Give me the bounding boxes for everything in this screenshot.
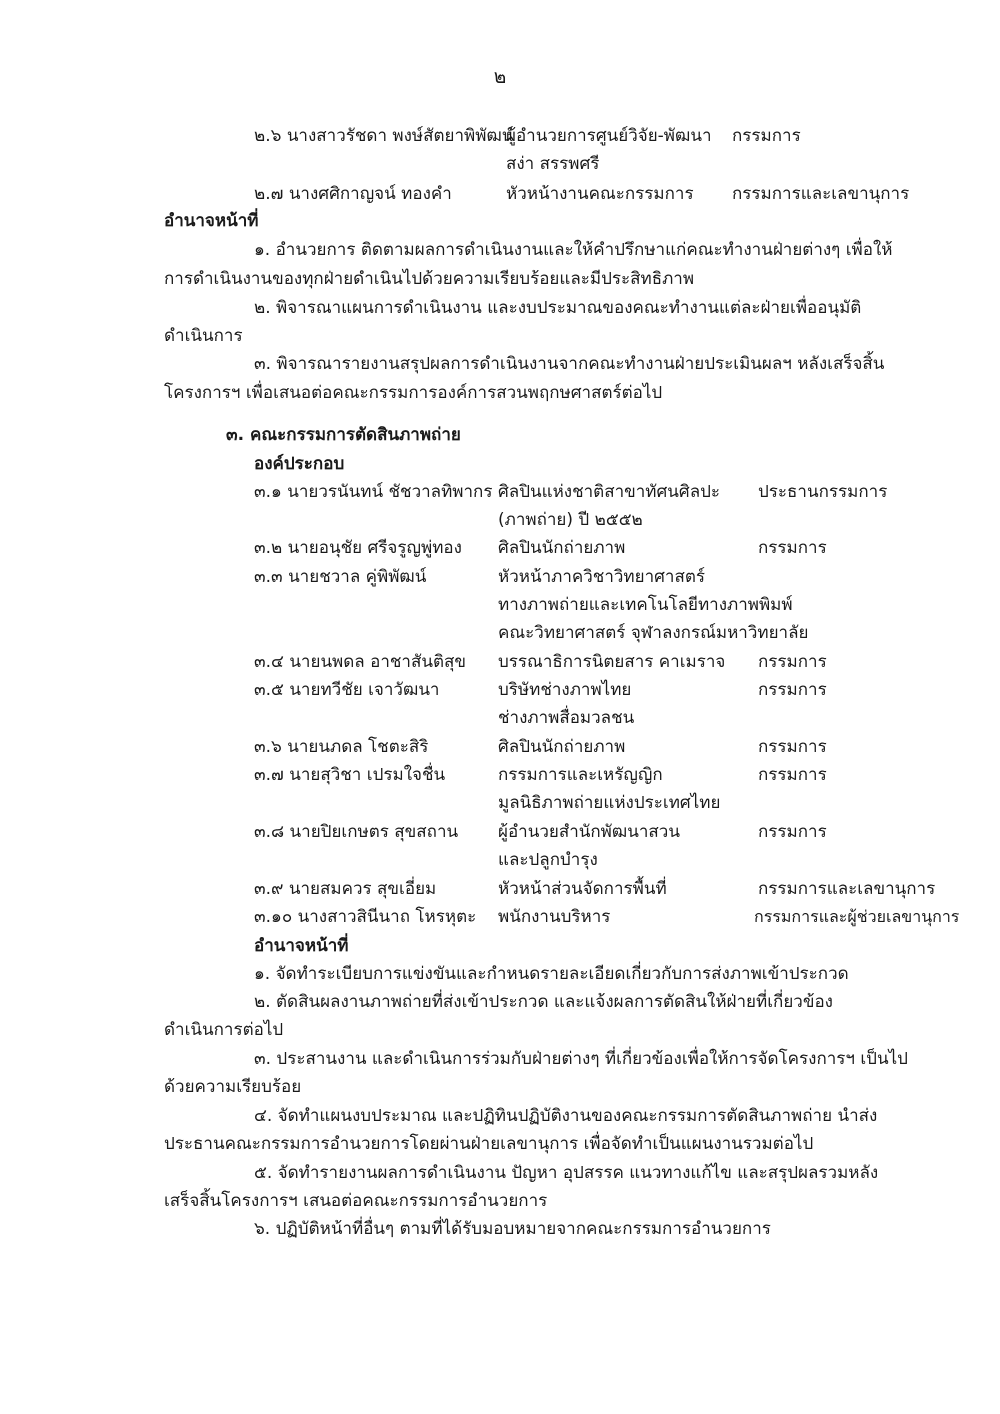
- member-no-name: ๓.๖ นายนภดล โชตะสิริ: [254, 737, 429, 757]
- member-position: ผู้อำนวยการศูนย์วิจัย-พัฒนา: [506, 126, 712, 146]
- duty-line: ๕. จัดทำรายงานผลการดำเนินงาน ปัญหา อุปสรรค แนวทางแก้ไข และสรุปผลรวมหลัง: [254, 1163, 879, 1183]
- member-position: ศิลปินนักถ่ายภาพ: [498, 737, 626, 757]
- member-role: กรรมการ: [758, 538, 827, 558]
- member-no-name: ๓.๓ นายชวาล คู่พิพัฒน์: [254, 567, 427, 587]
- member-role: กรรมการ: [758, 765, 827, 785]
- duty-line: ๒. ตัดสินผลงานภาพถ่ายที่ส่งเข้าประกวด และแจ้งผลการตัดสินให้ฝ่ายที่เกี่ยวข้อง: [254, 992, 833, 1012]
- member-no-name: ๓.๘ นายปิยเกษตร สุขสถาน: [254, 822, 459, 842]
- composition-heading: องค์ประกอบ: [254, 454, 345, 474]
- duty-line: ดำเนินการ: [164, 326, 243, 346]
- member-no-name: ๓.๕ นายทวีชัย เจาวัฒนา: [254, 680, 440, 700]
- section-title: ๓. คณะกรรมการตัดสินภาพถ่าย: [226, 425, 461, 445]
- member-role: กรรมการ: [758, 822, 827, 842]
- duty-line: ด้วยความเรียบร้อย: [164, 1077, 302, 1097]
- member-role: ประธานกรรมการ: [758, 482, 888, 502]
- section-heading: อำนาจหน้าที่: [164, 211, 259, 231]
- member-position: สง่า สรรพศรี: [506, 154, 600, 174]
- member-no-name: ๓.๑๐ นางสาวสินีนาถ โหรหุตะ: [254, 907, 477, 927]
- member-role: กรรมการและเลขานุการ: [758, 879, 936, 899]
- duty-line: ประธานคณะกรรมการอำนวยการโดยผ่านฝ่ายเลขานุการ เพื่อจัดทำเป็นแผนงานรวมต่อไป: [164, 1134, 814, 1154]
- member-position: บริษัทช่างภาพไทย: [498, 680, 632, 700]
- member-position: กรรมการและเหรัญญิก: [498, 765, 663, 785]
- member-no-name: ๓.๙ นายสมควร สุขเอี่ยม: [254, 879, 437, 899]
- duty-line: ๑. จัดทำระเบียบการแข่งขันและกำหนดรายละเอียดเกี่ยวกับการส่งภาพเข้าประกวด: [254, 964, 849, 984]
- duty-line: ๑. อำนวยการ ติดตามผลการดำเนินงานและให้คำปรึกษาแก่คณะทำงานฝ่ายต่างๆ เพื่อให้: [254, 240, 893, 260]
- member-position: ศิลปินแห่งชาติสาขาทัศนศิลปะ: [498, 482, 721, 502]
- member-role: กรรมการ: [758, 737, 827, 757]
- member-no-name: ๓.๗ นายสุวิชา เปรมใจชื่น: [254, 765, 446, 785]
- member-role: กรรมการ: [758, 680, 827, 700]
- member-position: ผู้อำนวยสำนักพัฒนาสวน: [498, 822, 680, 842]
- duty-line: ๒. พิจารณาแผนการดำเนินงาน และงบประมาณของคณะทำงานแต่ละฝ่ายเพื่ออนุมัติ: [254, 298, 862, 318]
- duty-line: โครงการฯ เพื่อเสนอต่อคณะกรรมการองค์การสวนพฤกษศาสตร์ต่อไป: [164, 383, 663, 403]
- page-number: ๒: [493, 66, 507, 88]
- member-position: บรรณาธิการนิตยสาร คาเมราจ: [498, 652, 726, 672]
- duty-line: การดำเนินงานของทุกฝ่ายดำเนินไปด้วยความเรียบร้อยและมีประสิทธิภาพ: [164, 269, 695, 289]
- member-role: กรรมการ: [732, 126, 801, 146]
- member-no-name: ๒.๖ นางสาวรัชดา พงษ์สัตยาพิพัฒน์: [254, 126, 514, 146]
- member-position: หัวหน้าส่วนจัดการพื้นที่: [498, 879, 667, 899]
- duty-line: เสร็จสิ้นโครงการฯ เสนอต่อคณะกรรมการอำนวยการ: [164, 1191, 548, 1211]
- member-position: หัวหน้าภาควิชาวิทยาศาสตร์: [498, 567, 706, 587]
- member-no-name: ๒.๗ นางศศิกาญจน์ ทองคำ: [254, 184, 452, 204]
- duty-line: ๖. ปฏิบัติหน้าที่อื่นๆ ตามที่ได้รับมอบหมายจากคณะกรรมการอำนวยการ: [254, 1219, 771, 1239]
- section-heading: อำนาจหน้าที่: [254, 936, 349, 956]
- duty-line: ๓. พิจารณารายงานสรุปผลการดำเนินงานจากคณะทำงานฝ่ายประเมินผลฯ หลังเสร็จสิ้น: [254, 354, 885, 374]
- member-role: กรรมการและเลขานุการ: [732, 184, 910, 204]
- member-position: ทางภาพถ่ายและเทคโนโลยีทางภาพพิมพ์: [498, 595, 793, 615]
- member-no-name: ๓.๒ นายอนุชัย ศรีจรูญพู่ทอง: [254, 538, 462, 558]
- member-role: กรรมการและผู้ช่วยเลขานุการ: [754, 907, 960, 926]
- member-no-name: ๓.๔ นายนพดล อาชาสันติสุข: [254, 652, 467, 672]
- duty-line: ๔. จัดทำแผนงบประมาณ และปฏิทินปฏิบัติงานของคณะกรรมการตัดสินภาพถ่าย นำส่ง: [254, 1106, 878, 1126]
- member-position: พนักงานบริหาร: [498, 907, 611, 927]
- member-position: และปลูกบำรุง: [498, 850, 598, 870]
- duty-line: ๓. ประสานงาน และดำเนินการร่วมกับฝ่ายต่างๆ ที่เกี่ยวข้องเพื่อให้การจัดโครงการฯ เป็นไป: [254, 1049, 908, 1069]
- member-position: (ภาพถ่าย) ปี ๒๕๕๒: [498, 510, 643, 530]
- member-role: กรรมการ: [758, 652, 827, 672]
- member-position: ช่างภาพสื่อมวลชน: [498, 708, 635, 728]
- duty-line: ดำเนินการต่อไป: [164, 1020, 284, 1040]
- member-position: หัวหน้างานคณะกรรมการ: [506, 184, 694, 204]
- member-position: ศิลปินนักถ่ายภาพ: [498, 538, 626, 558]
- member-position: คณะวิทยาศาสตร์ จุฬาลงกรณ์มหาวิทยาลัย: [498, 623, 809, 643]
- member-no-name: ๓.๑ นายวรนันทน์ ชัชวาลทิพากร: [254, 482, 493, 502]
- member-position: มูลนิธิภาพถ่ายแห่งประเทศไทย: [498, 793, 721, 813]
